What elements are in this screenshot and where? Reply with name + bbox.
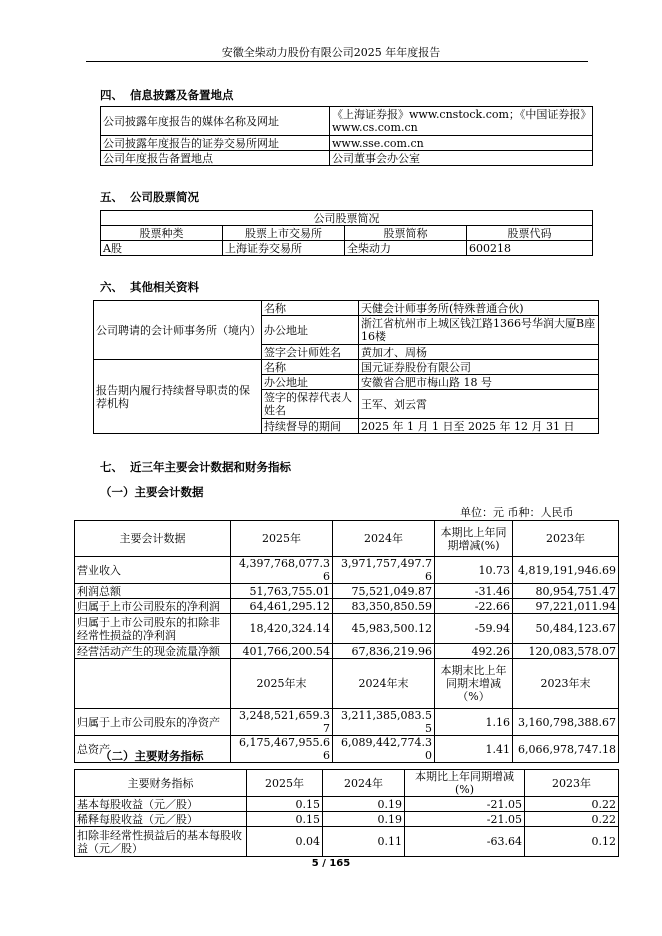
page-header: 安徽全柴动力股份有限公司2025 年年度报告 [221, 46, 441, 59]
table-row [101, 151, 593, 166]
table-row [101, 107, 593, 136]
section-7-heading [100, 459, 291, 475]
column-header: 本期末比上年同期末增减（%） [435, 659, 513, 709]
cell-2023: 80,954,751.47 [513, 584, 619, 599]
cell-2025: 0.04 [247, 827, 323, 857]
cell-2024: 67,836,219.96 [333, 644, 435, 659]
info-value: 天健会计师事务所(特殊普通合伙) [359, 301, 599, 316]
stock-table-title: 公司股票简况 [101, 211, 593, 226]
cell-2025: 51,763,755.01 [231, 584, 333, 599]
info-value: 王军、刘云霄 [359, 390, 599, 419]
info-key: 签字会计师姓名 [262, 345, 359, 360]
section-5-title: 公司股票简况 [130, 190, 199, 204]
column-header: 2023年 [525, 770, 619, 797]
column-header: 主要财务指标 [75, 770, 247, 797]
cell-2025: 0.15 [247, 797, 323, 812]
table-header-row [75, 521, 619, 557]
cell-2023-end: 6,066,978,747.18 [513, 736, 619, 763]
section-6-heading [100, 279, 199, 295]
column-header: 2025年末 [231, 659, 333, 709]
column-header: 本期比上年同期增减(%) [435, 521, 513, 557]
row-label: 经营活动产生的现金流量净额 [75, 644, 231, 659]
table-row [94, 360, 599, 375]
cell-2024-end: 6,089,442,774.30 [333, 736, 435, 763]
column-header: 2024年 [323, 770, 405, 797]
cell-2024-end: 3,211,385,083.55 [333, 709, 435, 736]
cell-change: -21.05 [405, 812, 525, 827]
info-value: 浙江省杭州市上城区钱江路1366号华润大厦B座16楼 [359, 316, 599, 345]
auditor-label: 公司聘请的会计师事务所（境内） [94, 301, 262, 360]
stock-code: 600218 [467, 241, 593, 256]
row-label: 归属于上市公司股东的扣除非经常性损益的净利润 [75, 614, 231, 644]
cell-2023: 0.22 [525, 812, 619, 827]
cell-2024: 83,350,850.59 [333, 599, 435, 614]
section-5-heading [100, 189, 199, 205]
section-6-number: 六、 [100, 280, 123, 294]
header-rule [86, 61, 588, 62]
info-key: 持续督导的期间 [262, 419, 359, 434]
page-number: 5 / 165 [311, 858, 351, 869]
cell-change: -22.66 [435, 599, 513, 614]
info-key: 办公地址 [262, 316, 359, 345]
table-row [75, 614, 619, 644]
cell-change: 1.41 [435, 736, 513, 763]
section-7-title: 近三年主要会计数据和财务指标 [130, 460, 291, 474]
table-header-row [75, 770, 619, 797]
row-label: 利润总额 [75, 584, 231, 599]
table-row [75, 584, 619, 599]
sponsor-label: 报告期内履行持续督导职责的保荐机构 [94, 360, 262, 434]
cell-change: -31.46 [435, 584, 513, 599]
row-label: 归属于上市公司股东的净利润 [75, 599, 231, 614]
subsection-financial-indicators-heading: （二）主要财务指标 [100, 749, 204, 763]
cell-2024: 3,971,757,497.76 [333, 557, 435, 584]
stock-exchange: 上海证券交易所 [223, 241, 345, 256]
cell-2023: 0.22 [525, 797, 619, 812]
row-label: 营业收入 [75, 557, 231, 584]
cell-2025-end: 3,248,521,659.37 [231, 709, 333, 736]
cell-2023: 0.12 [525, 827, 619, 857]
cell-change: -21.05 [405, 797, 525, 812]
cell-2024: 0.19 [323, 797, 405, 812]
accounting-data-table [74, 520, 619, 763]
info-value: 2025 年 1 月 1 日至 2025 年 12 月 31 日 [359, 419, 599, 434]
row-label: 归属于上市公司股东的净资产 [75, 709, 231, 736]
disclosure-value: 《上海证券报》www.cnstock.com；《中国证券报》www.cs.com.cn [330, 107, 593, 136]
table-row [101, 241, 593, 256]
info-key: 名称 [262, 301, 359, 316]
row-label: 总资产 [75, 736, 231, 763]
other-info-table [93, 300, 599, 434]
column-header: 2023年 [513, 521, 619, 557]
cell-change: 10.73 [435, 557, 513, 584]
cell-2023-end: 3,160,798,388.67 [513, 709, 619, 736]
subsection-accounting-data-heading: （一）主要会计数据 [100, 485, 204, 499]
section-6-title: 其他相关资料 [130, 280, 199, 294]
disclosure-label: 公司年度报告备置地点 [101, 151, 330, 166]
info-key: 签字的保荐代表人姓名 [262, 390, 359, 419]
section-4-heading [100, 87, 234, 103]
table-row [75, 599, 619, 614]
column-header: 2025年 [247, 770, 323, 797]
column-header: 股票种类 [101, 226, 223, 241]
cell-2025: 401,766,200.54 [231, 644, 333, 659]
cell-2023: 50,484,123.67 [513, 614, 619, 644]
table-row [75, 812, 619, 827]
table-row [75, 709, 619, 736]
cell-change: 492.26 [435, 644, 513, 659]
info-key: 名称 [262, 360, 359, 375]
cell-2024: 45,983,500.12 [333, 614, 435, 644]
table-row [94, 301, 599, 316]
column-header: 股票上市交易所 [223, 226, 345, 241]
column-header: 2024年 [333, 521, 435, 557]
cell-2025-end: 6,175,467,955.66 [231, 736, 333, 763]
cell-change: -63.64 [405, 827, 525, 857]
stock-type: A股 [101, 241, 223, 256]
table-row [75, 644, 619, 659]
cell-2024: 0.19 [323, 812, 405, 827]
table-row [101, 211, 593, 226]
column-header: 本期比上年同期增减(%) [405, 770, 525, 797]
section-7-number: 七、 [100, 460, 123, 474]
cell-2025: 4,397,768,077.36 [231, 557, 333, 584]
cell-2023: 120,083,578.07 [513, 644, 619, 659]
cell-2025: 18,420,324.14 [231, 614, 333, 644]
disclosure-value: 公司董事会办公室 [330, 151, 593, 166]
column-header: 2025年 [231, 521, 333, 557]
section-4-title: 信息披露及备置地点 [130, 88, 234, 102]
stock-table [100, 210, 593, 256]
disclosure-table [100, 106, 593, 166]
cell-2025: 64,461,295.12 [231, 599, 333, 614]
cell-2024: 75,521,049.87 [333, 584, 435, 599]
section-4-number: 四、 [100, 88, 123, 102]
table-header-row [75, 659, 619, 709]
row-label: 扣除非经常性损益后的基本每股收益（元／股） [75, 827, 247, 857]
cell-2024: 0.11 [323, 827, 405, 857]
info-value: 黄加才、周杨 [359, 345, 599, 360]
cell-2023: 4,819,191,946.69 [513, 557, 619, 584]
disclosure-label: 公司披露年度报告的媒体名称及网址 [101, 107, 330, 136]
info-value: 安徽省合肥市梅山路 18 号 [359, 375, 599, 390]
table-row [75, 827, 619, 857]
column-header: 2023年末 [513, 659, 619, 709]
section-5-number: 五、 [100, 190, 123, 204]
disclosure-value: www.sse.com.cn [330, 136, 593, 151]
info-key: 办公地址 [262, 375, 359, 390]
cell-change: 1.16 [435, 709, 513, 736]
cell-2023: 97,221,011.94 [513, 599, 619, 614]
row-label: 稀释每股收益（元／股） [75, 812, 247, 827]
column-header: 主要会计数据 [75, 521, 231, 557]
column-header: 股票代码 [467, 226, 593, 241]
row-label: 基本每股收益（元／股） [75, 797, 247, 812]
table-row [101, 136, 593, 151]
stock-short-name: 全柴动力 [345, 241, 467, 256]
column-header [75, 659, 231, 709]
table-row [75, 557, 619, 584]
column-header: 2024年末 [333, 659, 435, 709]
cell-2025: 0.15 [247, 812, 323, 827]
table-row [101, 226, 593, 241]
info-value: 国元证券股份有限公司 [359, 360, 599, 375]
financial-indicators-table [74, 769, 619, 857]
unit-note: 单位：元 币种：人民币 [460, 506, 574, 519]
disclosure-label: 公司披露年度报告的证券交易所网址 [101, 136, 330, 151]
cell-change: -59.94 [435, 614, 513, 644]
table-row [75, 797, 619, 812]
column-header: 股票简称 [345, 226, 467, 241]
